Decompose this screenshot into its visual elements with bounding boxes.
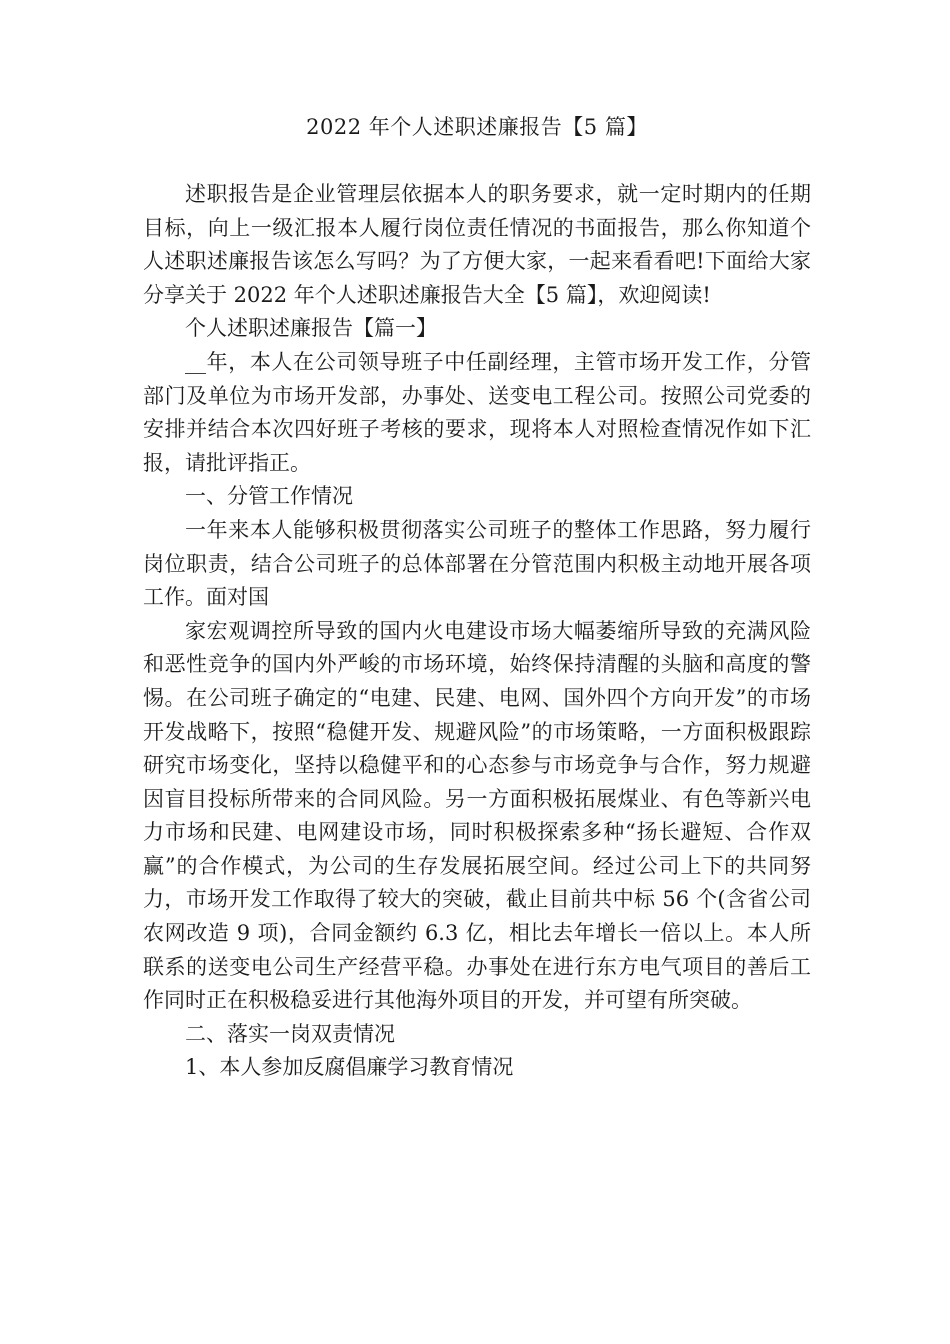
paragraph-2: 一年来本人能够积极贯彻落实公司班子的整体工作思路，努力履行岗位职责，结合公司班子的总体部署在分管范围内积极主动地开展各项工作。面对国 [143, 517, 811, 610]
document-title: 2022 年个人述职述廉报告【5 篇】 [306, 115, 648, 139]
section-one-title: 个人述职述廉报告【篇一】 [185, 316, 437, 341]
document-page [143, 110, 811, 1085]
heading-3: 1、本人参加反腐倡廉学习教育情况 [185, 1055, 514, 1080]
paragraph-3: 家宏观调控所导致的国内火电建设市场大幅萎缩所导致的充满风险和恶性竞争的国内外严峻的市场环境，始终保持清醒的头脑和高度的警惕。在公司班子确定的“电建、民建、电网、国外四个方向开发”的市场开发战略下，按照“稳健开发、规避风险”的市场策略，一方面积极跟踪研究市场变化，坚持以稳健平和的心态参与市场竞争与合作，努力规避因盲目投标所带来的合同风险。另一方面积极拓展煤业、有色等新兴电力市场和民建、电网建设市场，同时积极探索多种“扬长避短、合作双赢”的合作模式，为公司的生存发展拓展空间。经过公司上下的共同努力，市场开发工作取得了较大的突破，截止目前共中标 56 个(含省公司农网改造 9 项)，合同金额约 6.3 亿，相比去年增长一倍以上。本人所联系的送变电公司生产经营平稳。办事处在进行东方电气项目的善后工作同时正在积极稳妥进行其他海外项目的开发，并可望有所突破。 [143, 618, 811, 1013]
heading-1: 一、分管工作情况 [185, 484, 353, 509]
paragraph-1: __年，本人在公司领导班子中任副经理，主管市场开发工作，分管部门及单位为市场开发部，办事处、送变电工程公司。按照公司党委的安排并结合本次四好班子考核的要求，现将本人对照检查情况作如下汇报，请批评指正。 [143, 349, 811, 475]
intro-paragraph: 述职报告是企业管理层依据本人的职务要求，就一定时期内的任期目标，向上一级汇报本人履行岗位责任情况的书面报告，那么你知道个人述职述廉报告该怎么写吗？为了方便大家，一起来看看吧!下面给大家分享关于 2022 年个人述职述廉报告大全【5 篇】，欢迎阅读! [143, 182, 811, 307]
heading-2: 二、落实一岗双责情况 [185, 1021, 395, 1046]
